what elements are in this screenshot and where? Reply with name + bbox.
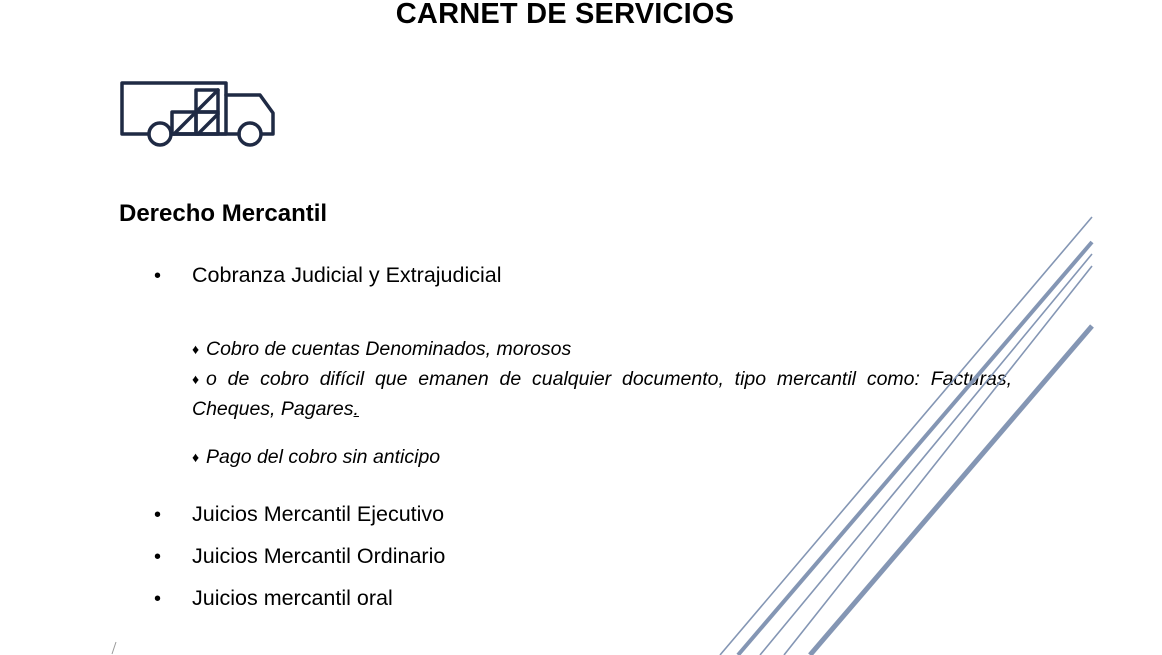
list-item-label: Juicios Mercantil Ejecutivo	[192, 502, 445, 526]
section-heading: Derecho Mercantil	[119, 200, 328, 227]
decorative-diagonal-lines	[700, 200, 1162, 655]
corner-mark	[108, 640, 118, 655]
diamond-marker-icon: ♦	[192, 449, 200, 465]
sub-list-item: ♦ o de cobro difícil que emanen de cualquier documento, tipo mercantil como: Facturas, Cheques, Pagares.	[192, 364, 1012, 424]
list-item-label: Juicios mercantil oral	[192, 586, 393, 610]
list-item	[154, 263, 502, 288]
diamond-marker-icon: ♦	[192, 371, 200, 387]
bullet-marker: •	[154, 504, 162, 526]
list-item-label: Juicios Mercantil Ordinario	[192, 544, 446, 568]
document-title: CARNET DE SERVICIOS	[395, 0, 735, 30]
diamond-marker-icon: ♦	[192, 341, 200, 357]
list-item	[154, 586, 393, 611]
sub-list-item: ♦ Cobro de cuentas Denominados, morosos	[192, 334, 1012, 364]
sub-list-item: ♦ Pago del cobro sin anticipo	[192, 442, 1012, 472]
list-item-label: Cobranza Judicial y Extrajudicial	[192, 263, 502, 287]
list-item	[154, 544, 445, 569]
bullet-marker: •	[154, 588, 162, 610]
sub-list	[192, 334, 1012, 424]
truck-icon	[118, 78, 280, 148]
list-item	[154, 502, 444, 527]
sub-list	[192, 442, 1012, 472]
bullet-marker: •	[154, 265, 162, 287]
bullet-marker: •	[154, 546, 162, 568]
